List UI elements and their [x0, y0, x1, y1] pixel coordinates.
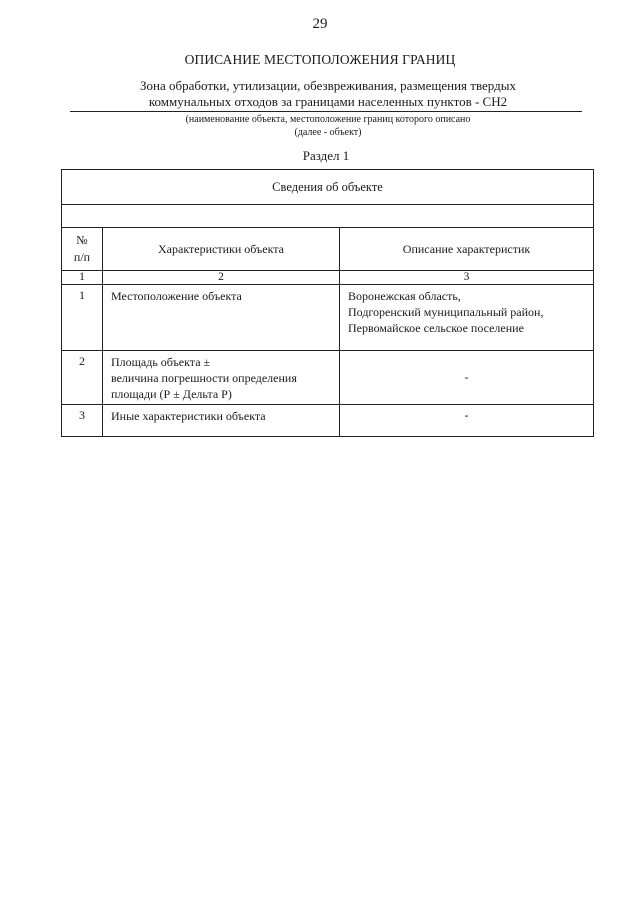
table-row	[62, 405, 594, 437]
row-characteristic-line: Площадь объекта ±	[111, 355, 211, 369]
object-name-underline	[70, 111, 582, 112]
row-description	[340, 285, 594, 351]
table-spacer-row	[62, 205, 594, 228]
table-title-row	[62, 170, 594, 205]
row-characteristic	[103, 351, 340, 405]
row-characteristic-line: Иные характеристики объекта	[111, 409, 266, 423]
column-number: 3	[340, 271, 594, 285]
header-number-sign: №	[76, 233, 88, 247]
table-title: Сведения об объекте	[62, 170, 594, 205]
row-description: -	[340, 351, 594, 405]
object-name	[70, 78, 586, 109]
object-info-table	[61, 169, 594, 437]
document-title: ОПИСАНИЕ МЕСТОПОЛОЖЕНИЯ ГРАНИЦ	[184, 52, 456, 67]
row-number: 2	[62, 351, 103, 405]
table-row	[62, 285, 594, 351]
header-description: Описание характеристик	[340, 228, 594, 271]
row-characteristic	[103, 285, 340, 351]
column-number: 2	[103, 271, 340, 285]
section-label: Раздел 1	[302, 148, 350, 163]
row-description-line: Воронежская область,	[348, 289, 461, 303]
row-characteristic-line: Местоположение объекта	[111, 289, 242, 303]
table-spacer-cell	[62, 205, 594, 228]
object-caption	[70, 114, 586, 139]
row-characteristic-line: площади (Р ± Дельта Р)	[111, 387, 232, 401]
object-caption-line: (далее - объект)	[294, 126, 362, 138]
row-description-line: Первомайское сельское поселение	[348, 321, 524, 335]
row-characteristic	[103, 405, 340, 437]
row-characteristic-line: величина погрешности определения	[111, 371, 297, 385]
row-description-line: Подгоренский муниципальный район,	[348, 305, 544, 319]
column-number: 1	[62, 271, 103, 285]
object-caption-line: (наименование объекта, местоположение границ которого описано	[185, 114, 471, 125]
header-number-abbrev: п/п	[73, 250, 91, 264]
page-number: 29	[312, 16, 328, 32]
row-number: 1	[62, 285, 103, 351]
table-row	[62, 351, 594, 405]
object-name-line: Зона обработки, утилизации, обезвреживания, размещения твердых	[140, 78, 516, 93]
header-characteristic: Характеристики объекта	[103, 228, 340, 271]
row-description: -	[340, 405, 594, 437]
header-number	[62, 228, 103, 271]
row-number: 3	[62, 405, 103, 437]
object-name-line: коммунальных отходов за границами населенных пунктов - СН2	[148, 93, 508, 109]
column-number-row	[62, 271, 594, 285]
table-header-row	[62, 228, 594, 271]
